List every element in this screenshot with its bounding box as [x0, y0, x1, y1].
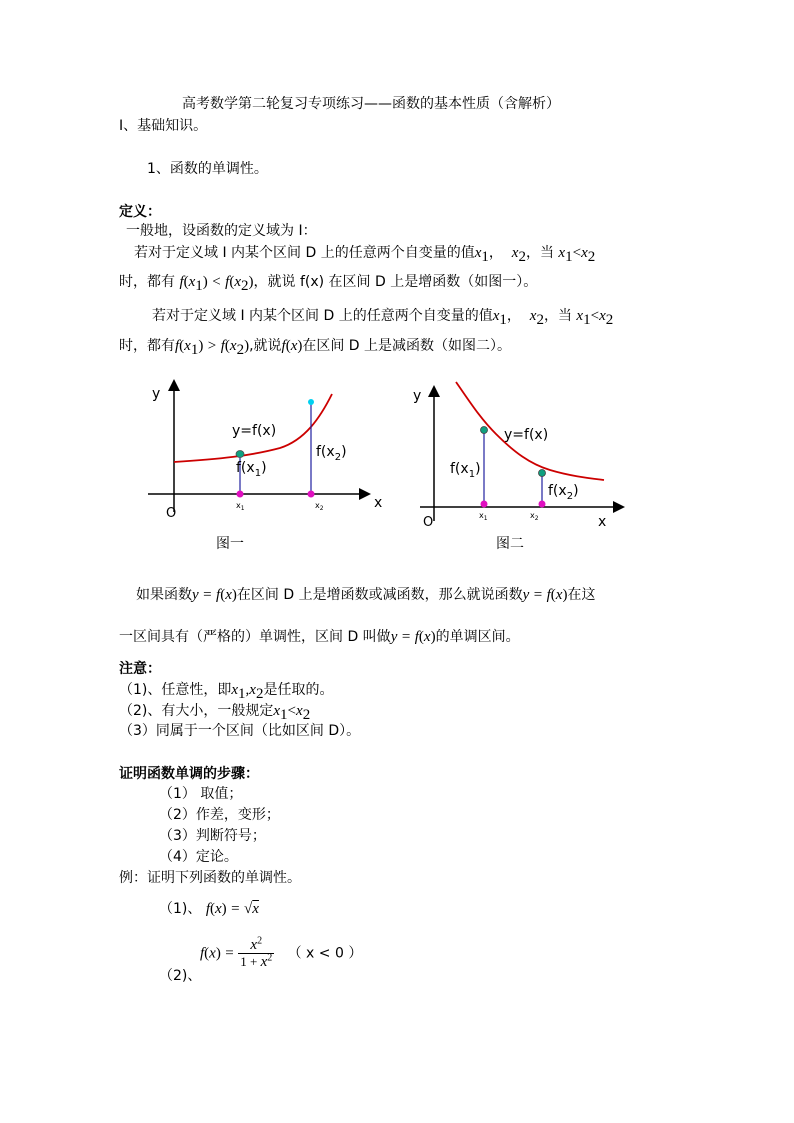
example-1: （1)、 f(x) = √x — [159, 901, 259, 917]
tick-x2: $x_2$ — [530, 511, 539, 522]
figure2-caption: 图二 — [496, 536, 524, 552]
curve-label: y=f(x) — [504, 427, 549, 443]
note-heading: 注意： — [119, 661, 161, 677]
fx1-label: $f(x_1)$ — [236, 460, 267, 479]
point-fx2 — [308, 399, 314, 405]
step-3: （3）判断符号； — [159, 828, 266, 844]
fx2-label: $f(x_2)$ — [316, 444, 347, 463]
point-fx1 — [481, 427, 488, 434]
example-2-formula: f(x) = $\frac{x^2}{1 + x^2}$ （ x < 0 ） — [200, 935, 363, 970]
definition-intro: 一般地，设函数的定义域为 I： — [126, 223, 317, 239]
step-1: （1） 取值； — [159, 786, 243, 802]
section-heading: I、基础知识。 — [119, 118, 208, 134]
decreasing-def-line1: 若对于定义域 I 内某个区间 D 上的任意两个自变量的值$x_1$， $x_2$，当 $x_1<x_2$ — [152, 308, 614, 328]
definition-heading: 定义： — [119, 204, 161, 220]
tick-x1: $x_1$ — [236, 501, 245, 512]
increasing-def-line1: 若对于定义域 I 内某个区间 D 上的任意两个自变量的值$x_1$， $x_2$，当 $x_1<x_2$ — [134, 245, 596, 265]
decreasing-def-line2: 时，都有$f(x_1) > f(x_2)$,就说f(x)在区间 D 上是减函数（如图二）。 — [119, 338, 512, 358]
proof-heading: 证明函数单调的步骤： — [119, 766, 259, 782]
figure-decreasing — [410, 376, 635, 531]
origin-label: O — [423, 515, 434, 530]
x-axis-label: x — [374, 495, 383, 511]
step-2: （2）作差，变形； — [159, 807, 280, 823]
point-x1 — [237, 491, 244, 498]
y-axis-label: y — [413, 388, 422, 404]
example-2-label: （2)、 — [159, 968, 202, 984]
figure1-caption: 图一 — [216, 536, 244, 552]
point-fx1 — [236, 451, 244, 458]
note-2: （2)、有大小，一般规定$x_1<x_2$ — [119, 703, 311, 723]
monotonic-line2: 一区间具有（严格的）单调性，区间 D 叫做y = f(x)的单调区间。 — [119, 629, 520, 645]
tick-x1: $x_1$ — [479, 511, 488, 522]
subsection-heading: 1、函数的单调性。 — [147, 161, 268, 177]
point-x2 — [539, 501, 546, 508]
example-intro: 例：证明下列函数的单调性。 — [119, 870, 301, 886]
monotonic-line1: 如果函数y = f(x)在区间 D 上是增函数或减函数，那么就说函数y = f(x)在这 — [136, 587, 596, 603]
figure-increasing — [140, 372, 390, 522]
note-3: （3）同属于一个区间（比如区间 D）。 — [119, 723, 361, 739]
point-x1 — [481, 501, 488, 508]
point-fx2 — [539, 470, 546, 477]
step-4: （4）定论。 — [159, 849, 238, 865]
curve-label: y=f(x) — [232, 423, 277, 439]
point-x2 — [308, 491, 315, 498]
note-1: （1)、任意性，即$x_1,x_2$是任取的。 — [119, 682, 334, 702]
increasing-def-line2: 时，都有 $f(x_1) < f(x_2)$，就说 f(x) 在区间 D 上是增函数（如图一）。 — [119, 274, 538, 294]
x-axis-label: x — [598, 514, 607, 530]
tick-x2: $x_2$ — [315, 501, 324, 512]
page-title: 高考数学第二轮复习专项练习——函数的基本性质（含解析） — [182, 96, 560, 112]
fx2-label: $f(x_2)$ — [548, 483, 579, 502]
y-axis-label: y — [152, 386, 161, 402]
fx1-label: $f(x_1)$ — [450, 461, 481, 480]
origin-label: O — [166, 506, 177, 521]
